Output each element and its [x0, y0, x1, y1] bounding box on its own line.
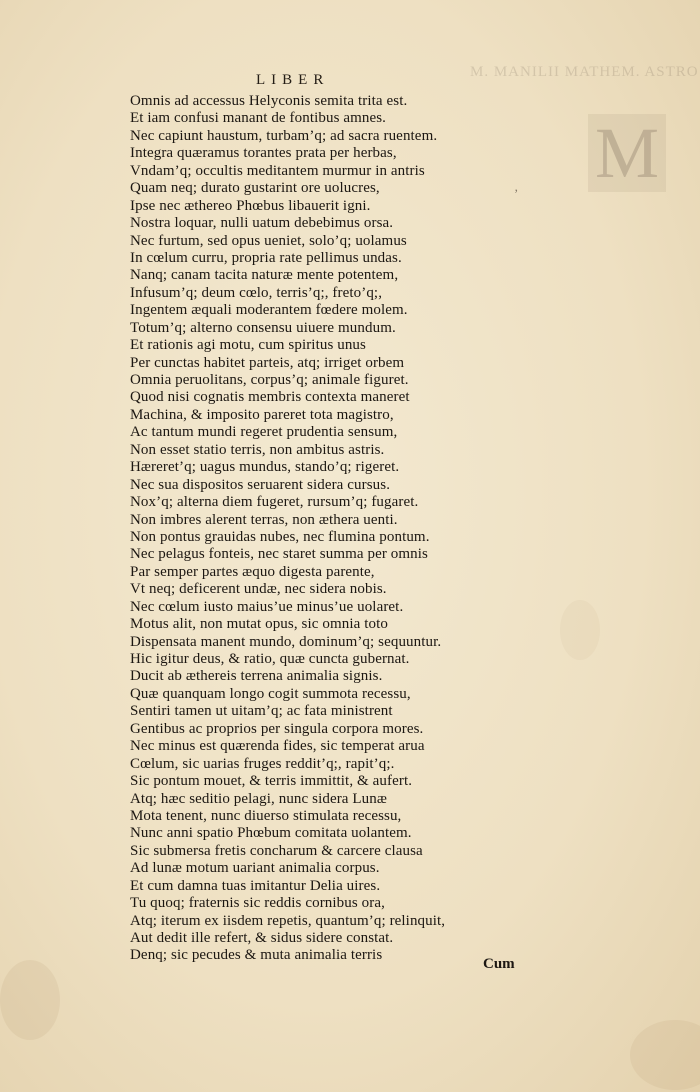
verse-line: Cœlum, sic uarias fruges reddit’q;, rapit’q;. [130, 755, 395, 772]
margin-mark: ʼ [514, 186, 519, 201]
verse-line: Nox’q; alterna diem fugeret, rursum’q; fugaret. [130, 494, 419, 511]
verse-line: In cœlum curru, propria rate pellimus undas. [130, 249, 402, 266]
verse-line: Quæ quanquam longo cogit summota recessu, [130, 685, 411, 702]
verse-line: Nec pelagus fonteis, nec staret summa per omnis [130, 546, 428, 563]
paper-stain [0, 960, 60, 1040]
verse-line: Non esset statio terris, non ambitus astris. [130, 441, 385, 458]
verse-line: Par semper partes æquo digesta parente, [130, 563, 375, 580]
verse-line: Integra quæramus torantes prata per herbas, [130, 145, 397, 162]
bleed-through-initial: M [588, 114, 666, 192]
verse-line: Atq; hæc seditio pelagi, nunc sidera Lunæ [130, 790, 387, 807]
verse-line: Omnis ad accessus Helyconis semita trita est. [130, 93, 408, 109]
verse-line: Omnia peruolitans, corpus’q; animale figuret. [130, 372, 409, 388]
verse-line: Sic submersa fretis concharum & carcere clausa [130, 842, 423, 859]
verse-line: Mota tenent, nunc diuerso stimulata recessu, [130, 807, 402, 824]
verse-line: Et rationis agi motu, cum spiritus unus [130, 337, 366, 354]
running-header: LIBER [256, 72, 330, 88]
verse-text-block [130, 93, 460, 965]
bleed-through-title: M. MANILII MATHEM. ASTRO [470, 64, 699, 80]
verse-line: Quod nisi cognatis membris contexta maneret [130, 389, 410, 406]
verse-line: Atq; iterum ex iisdem repetis, quantum’q; relinquit, [130, 912, 446, 929]
verse-line: Tu quoq; fraternis sic reddis cornibus ora, [130, 895, 385, 912]
verse-line: Ac tantum mundi regeret prudentia sensum, [130, 424, 398, 441]
verse-line: Nec minus est quærenda fides, sic temperat arua [130, 738, 425, 755]
verse-line: Aut dedit ille refert, & sidus sidere constat. [130, 930, 394, 946]
verse-line: Sentiri tamen ut uitam’q; ac fata ministrent [130, 703, 393, 720]
verse-line: Nanq; canam tacita naturæ mente potentem, [130, 267, 399, 284]
verse-line: Machina, & imposito pareret tota magistro, [130, 406, 394, 423]
verse-line: Nec furtum, sed opus ueniet, solo’q; uolamus [130, 232, 407, 249]
verse-line: Non pontus grauidas nubes, nec flumina pontum. [130, 528, 430, 545]
verse-line: Ingentem æquali moderantem fœdere molem. [130, 302, 408, 319]
verse-line: Nec cœlum iusto maius’ue minus’ue uolaret. [130, 598, 404, 615]
paper-stain [630, 1020, 700, 1090]
verse-line: Vt neq; deficerent undæ, nec sidera nobis. [130, 581, 387, 598]
verse-line: Hic igitur deus, & ratio, quæ cuncta gubernat. [130, 651, 410, 667]
bleed-through-text [465, 62, 700, 982]
verse-line: Gentibus ac proprios per singula corpora mores. [130, 720, 424, 737]
verse-line: Nostra loquar, nulli uatum debebimus orsa. [130, 215, 394, 232]
verse-line: Et iam confusi manant de fontibus amnes. [130, 110, 387, 127]
verse-line: Vndam’q; occultis meditantem murmur in antris [130, 162, 425, 179]
verse-line: Quam neq; durato gustarint ore uolucres, [130, 180, 380, 197]
verse-line: Dispensata manent mundo, dominum’q; sequuntur. [130, 633, 442, 650]
verse-line: Sic pontum mouet, & terris immittit, & aufert. [130, 773, 413, 790]
verse-line: Motus alit, non mutat opus, sic omnia toto [130, 616, 388, 633]
verse-line: Hæreret’q; uagus mundus, stando’q; rigeret. [130, 459, 400, 476]
verse-line: Ducit ab æthereis terrena animalia signis. [130, 668, 383, 685]
verse-line: Totum’q; alterno consensu uiuere mundum. [130, 319, 396, 336]
verse-line: Denq; sic pecudes & muta animalia terris [130, 947, 383, 964]
verse-line: Ad lunæ motum uariant animalia corpus. [130, 860, 380, 877]
verse-line: Nec sua dispositos seruarent sidera cursus. [130, 476, 391, 493]
verse-line: Infusum’q; deum cœlo, terris’q;, freto’q;, [130, 284, 383, 301]
verse-line: Non imbres alerent terras, non æthera uenti. [130, 511, 398, 528]
catchword: Cum [483, 956, 515, 972]
verse-line: Per cunctas habitet parteis, atq; irriget orbem [130, 354, 405, 371]
verse-line: Et cum damna tuas imitantur Delia uires. [130, 877, 381, 894]
verse-line: Ipse nec æthereo Phœbus libauerit igni. [130, 197, 371, 214]
verse-line: Nec capiunt haustum, turbam’q; ad sacra ruentem. [130, 127, 438, 144]
verse-line: Nunc anni spatio Phœbum comitata uolantem. [130, 825, 412, 842]
